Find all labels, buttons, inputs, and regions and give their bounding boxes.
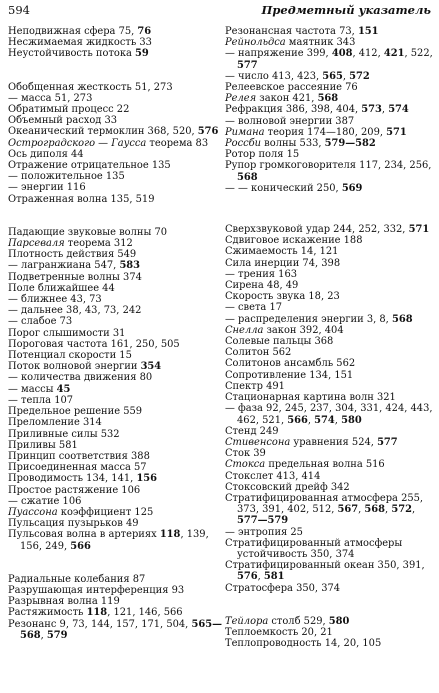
index-entry: — — конический 250, 569 (225, 182, 363, 194)
index-entry: Радиальные колебания 87 (8, 573, 146, 585)
index-entry: Пуассона коэффициент 125 (8, 506, 154, 518)
index-entry: Солитонов ансамбль 562 (225, 358, 356, 370)
index-entry: Рупор громкоговорителя 117, 234, 256, 568 (225, 160, 432, 183)
section-gap (225, 194, 436, 224)
index-entry: Стратифицированная атмосфера 255, 373, 391, 402, 512, 567, 568, 572, 577—579 (225, 492, 424, 527)
index-entry: Принцип соответствия 388 (8, 450, 150, 462)
index-entry: — энтропия 25 (225, 526, 303, 538)
index-entry: — массы 45 (8, 383, 71, 395)
index-entry: — дальнее 38, 43, 73, 242 (8, 305, 142, 317)
index-entry: Ротор поля 15 (225, 149, 300, 161)
index-entry: Проводимость 134, 141, 156 (8, 473, 158, 485)
index-entry: — напряжение 399, 408, 412, 421, 522, 577 (225, 48, 433, 71)
page-number: 594 (8, 3, 30, 17)
index-entry: — масса 51, 273 (8, 92, 93, 104)
index-entry: Поле ближайшее 44 (8, 282, 115, 294)
index-entry: Скорость звука 18, 23 (225, 291, 340, 303)
index-entry: Сверхзвуковой удар 244, 252, 332, 571 (225, 224, 430, 236)
left-index-column (8, 26, 222, 641)
index-entry: — тепла 107 (8, 394, 74, 406)
index-entry: Преломление 314 (8, 417, 102, 429)
index-entry: Теплопроводность 14, 20, 105 (225, 638, 382, 650)
index-entry: Парсеваля теорема 312 (8, 238, 133, 250)
index-entry: Ось диполя 44 (8, 148, 84, 160)
index-entry: Отражение отрицательное 135 (8, 160, 171, 172)
index-entry: — распределения энергии 3, 8, 568 (225, 313, 413, 325)
index-entry: Подветренные волны 374 (8, 271, 142, 283)
index-entry: Отраженная волна 135, 519 (8, 193, 155, 205)
index-entry: Разрывная волна 119 (8, 596, 120, 608)
index-entry: — света 17 (225, 302, 283, 314)
index-entry: — ближнее 43, 73 (8, 294, 102, 306)
index-entry: — сжатие 106 (8, 495, 82, 507)
index-entry: Сила инерции 74, 398 (225, 257, 341, 269)
index-entry: Сток 39 (225, 448, 266, 460)
index-entry: Спектр 491 (225, 380, 285, 392)
index-entry: Океанический термоклин 368, 520, 576 (8, 126, 219, 138)
index-entry: Сдвиговое искажение 188 (225, 235, 363, 247)
index-entry: Разрушающая интерференция 93 (8, 584, 185, 596)
index-entry: Порог слышимости 31 (8, 327, 126, 339)
index-entry: Падающие звуковые волны 70 (8, 226, 168, 238)
index-entry: Стивенсона уравнения 524, 577 (225, 436, 398, 448)
index-entry: Резонансная частота 73, 151 (225, 26, 379, 37)
running-title: Предметный указатель (261, 3, 431, 17)
index-entry: Присоединенная масса 57 (8, 462, 147, 474)
index-entry: Потенциал скорости 15 (8, 350, 132, 362)
index-entry: Тейлора столб 529, 580 (225, 615, 350, 627)
index-entry: Стенд 249 (225, 425, 279, 437)
index-entry: Пороговая частота 161, 250, 505 (8, 338, 180, 350)
index-entry: Растяжимость 118, 121, 146, 566 (8, 607, 183, 619)
index-entry: Стокса предельная волна 516 (225, 459, 385, 471)
index-entry: Теплоемкость 20, 21 (225, 626, 333, 638)
index-entry: Снелла закон 392, 404 (225, 324, 344, 336)
index-entry: — энергии 116 (8, 182, 86, 194)
index-entry: Пульсовая волна в артериях 118, 139, 156, 249, 566 (8, 529, 209, 552)
index-entry: Поток волновой энергии 354 (8, 361, 162, 373)
index-entry: Неустойчивость потока 59 (8, 48, 149, 60)
section-gap (225, 594, 436, 616)
index-entry: Обратимый процесс 22 (8, 104, 130, 116)
index-entry: Предельное решение 559 (8, 406, 143, 418)
index-entry: — волновой энергии 387 (225, 115, 355, 127)
index-entry: Солевые пальцы 368 (225, 336, 334, 348)
section-gap (8, 60, 222, 82)
index-entry: Сжимаемость 14, 121 (225, 246, 339, 258)
index-entry: Объемный расход 33 (8, 115, 118, 127)
index-entry: Стратифицированный атмосферы устойчивость 350, 374 (225, 537, 403, 560)
index-entry: — число 413, 423, 565, 572 (225, 70, 370, 82)
index-entry: Сопротивление 134, 151 (225, 369, 354, 381)
index-entry: Россби волны 533, 579—582 (225, 138, 376, 150)
index-entry: Пульсация пузырьков 49 (8, 518, 139, 530)
index-entry: Несжимаемая жидкость 33 (8, 37, 152, 49)
index-entry: Обобщенная жесткость 51, 273 (8, 81, 173, 93)
index-entry: Резонанс 9, 73, 144, 157, 171, 504, 565—568, 579 (8, 618, 222, 641)
index-entry: Стратосфера 350, 374 (225, 582, 341, 594)
section-gap (8, 205, 222, 227)
index-entry: — слабое 73 (8, 316, 73, 328)
index-entry: Остроградского — Гаусса теорема 83 (8, 137, 209, 149)
index-entry: Простое растяжение 106 (8, 484, 141, 496)
index-entry: Плотность действия 549 (8, 249, 137, 261)
index-entry: Приливные силы 532 (8, 428, 120, 440)
index-entry: Сирена 48, 49 (225, 280, 299, 292)
index-entry: Солитон 562 (225, 347, 292, 359)
index-entry: Релея закон 421, 568 (225, 93, 339, 105)
index-entry: Стокслет 413, 414 (225, 470, 321, 482)
index-entry: — положительное 135 (8, 171, 125, 183)
index-entry: Рейнольдса маятник 343 (225, 37, 356, 49)
section-gap (8, 552, 222, 574)
index-entry: Римана теория 174—180, 209, 571 (225, 126, 407, 138)
index-entry: — количества движения 80 (8, 372, 153, 384)
index-entry: Рефракция 386, 398, 404, 573, 574 (225, 104, 409, 116)
index-entry: — фаза 92, 245, 237, 304, 331, 424, 443, 462, 521, 566, 574, 580 (225, 403, 433, 426)
index-entry: Приливы 581 (8, 439, 78, 451)
right-index-column (225, 26, 436, 649)
index-entry: Неподвижная сфера 75, 76 (8, 26, 152, 37)
index-entry: Релеевское рассеяние 76 (225, 82, 358, 94)
index-entry: Стационарная картина волн 321 (225, 392, 396, 404)
index-entry: Стратифицированный океан 350, 391, 576, 581 (225, 560, 425, 583)
index-entry: — трения 163 (225, 268, 298, 280)
index-entry: — лагранжиана 547, 583 (8, 260, 141, 272)
index-entry: Стоксовский дрейф 342 (225, 481, 350, 493)
